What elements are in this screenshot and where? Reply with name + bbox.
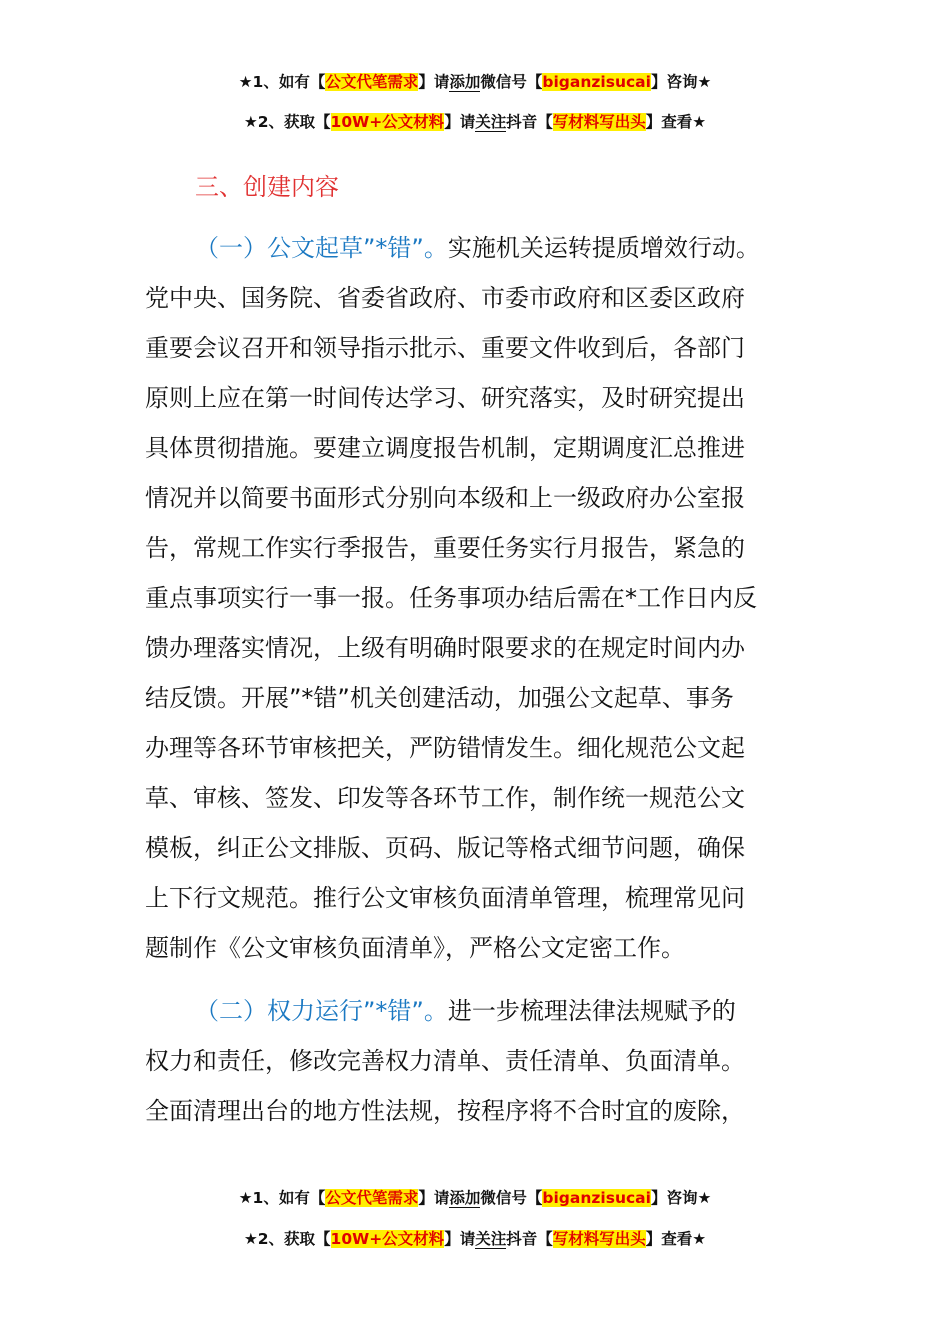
banner-text: 】请 (444, 113, 476, 131)
banner-text: 】请 (418, 1189, 450, 1207)
paragraph-2 (145, 986, 825, 1136)
banner-text: 抖音【 (506, 1230, 553, 1248)
banner-text: 微信号【 (480, 1189, 543, 1207)
body-line: 模板，纠正公文排版、页码、版记等格式细节问题，确保 (145, 834, 745, 862)
body-line: 重要会议召开和领导指示批示、重要文件收到后，各部门 (145, 334, 745, 362)
banner-text: ★2、获取【 (243, 1230, 331, 1248)
body-line: 进一步梳理法律法规赋予的 (447, 997, 736, 1025)
bottom-banner-line-1 (0, 1188, 950, 1208)
banner-text: ★2、获取【 (243, 113, 331, 131)
body-line: 办理等各环节审核把关，严防错情发生。细化规范公文起 (145, 734, 745, 762)
banner-emphasis: 关注 (475, 1230, 507, 1248)
banner-text: ★1、如有【 (238, 1189, 326, 1207)
banner-text: 微信号【 (480, 73, 543, 91)
paragraph-first-line (145, 223, 825, 273)
banner-highlight-service: 公文代笔需求 (325, 73, 419, 91)
body-line: 告，常规工作实行季报告，重要任务实行月报告，紧急的 (145, 534, 745, 562)
top-banner-line-1 (0, 72, 950, 92)
banner-text: 抖音【 (506, 113, 553, 131)
banner-emphasis: 添加 (449, 73, 481, 91)
banner-emphasis: 关注 (475, 113, 507, 131)
body-line: 情况并以简要书面形式分别向本级和上一级政府办公室报 (145, 484, 745, 512)
top-banner-line-2 (0, 112, 950, 132)
banner-text: 】请 (418, 73, 450, 91)
body-line: 原则上应在第一时间传达学习、研究落实，及时研究提出 (145, 384, 745, 412)
body-line: 全面清理出台的地方性法规，按程序将不合时宜的废除， (145, 1097, 745, 1125)
banner-highlight-douyin-id: 写材料写出头 (552, 113, 646, 131)
body-line: 权力和责任，修改完善权力清单、责任清单、负面清单。 (145, 1047, 745, 1075)
body-line: 结反馈。开展”*错”机关创建活动，加强公文起草、事务 (145, 684, 734, 712)
banner-highlight-wechat-id: biganzisucai (542, 1189, 651, 1207)
banner-text: 】咨询★ (650, 1189, 712, 1207)
body-line: 党中央、国务院、省委省政府、市委市政府和区委区政府 (145, 284, 745, 312)
banner-text: 】咨询★ (650, 73, 712, 91)
banner-highlight-service: 公文代笔需求 (325, 1189, 419, 1207)
banner-text: ★1、如有【 (238, 73, 326, 91)
banner-text: 】请 (444, 1230, 476, 1248)
paragraph-1 (145, 223, 825, 973)
body-line: 重点事项实行一事一报。任务事项办结后需在*工作日内反 (145, 584, 757, 612)
banner-highlight-materials: 10W+公文材料 (330, 113, 445, 131)
bottom-banner-line-2 (0, 1229, 950, 1249)
body-line: 上下行文规范。推行公文审核负面清单管理，梳理常见问 (145, 884, 745, 912)
banner-highlight-wechat-id: biganzisucai (542, 73, 651, 91)
subheading-document-drafting: （一）公文起草”*错”。 (195, 234, 448, 262)
banner-highlight-materials: 10W+公文材料 (330, 1230, 445, 1248)
body-line: 草、审核、签发、印发等各环节工作，制作统一规范公文 (145, 784, 745, 812)
paragraph-first-line (145, 986, 825, 1036)
banner-emphasis: 添加 (449, 1189, 481, 1207)
body-line: 实施机关运转提质增效行动。 (447, 234, 760, 262)
banner-highlight-douyin-id: 写材料写出头 (552, 1230, 646, 1248)
body-line: 题制作《公文审核负面清单》，严格公文定密工作。 (145, 934, 685, 962)
section-title: 三、创建内容 (195, 173, 339, 201)
banner-text: 】查看★ (645, 113, 707, 131)
body-line: 具体贯彻措施。要建立调度报告机制，定期调度汇总推进 (145, 434, 745, 462)
body-line: 馈办理落实情况，上级有明确时限要求的在规定时间内办 (145, 634, 745, 662)
subheading-power-operation: （二）权力运行”*错”。 (195, 997, 448, 1025)
banner-text: 】查看★ (645, 1230, 707, 1248)
